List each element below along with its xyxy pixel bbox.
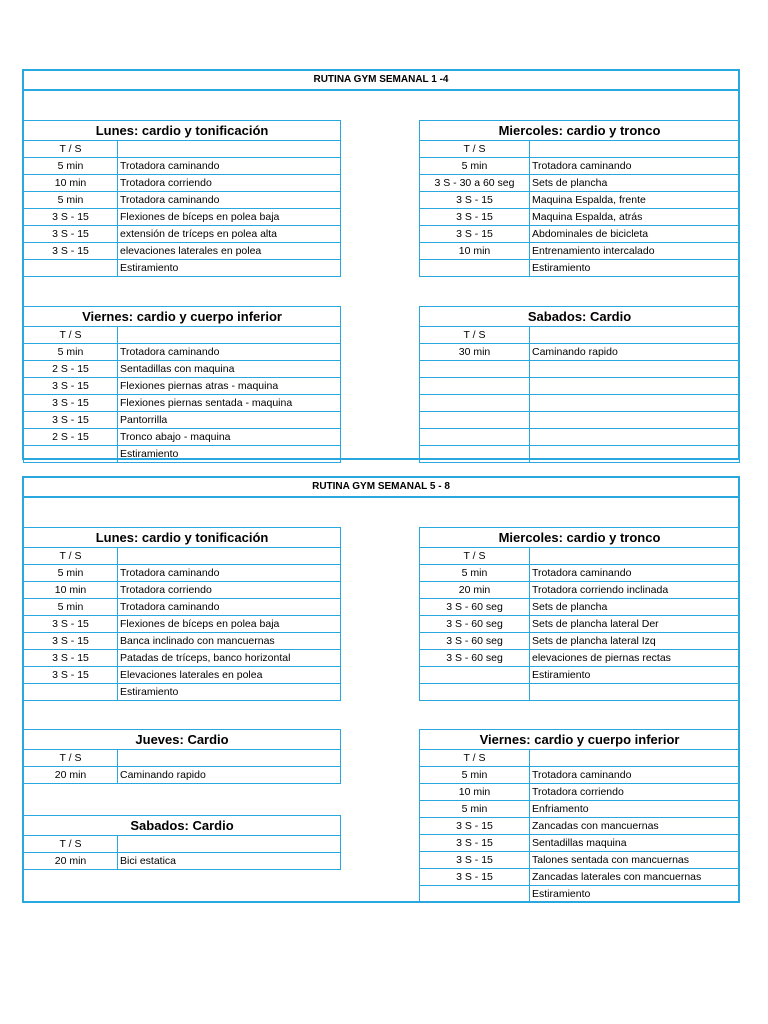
column-header: T / S [24, 141, 118, 158]
table-row: 3 S - 15 Maquina Espalda, frente [420, 192, 740, 209]
table-row: 5 min Trotadora caminando [24, 158, 341, 175]
table-row: 3 S - 15 Elevaciones laterales en polea [24, 667, 341, 684]
table-row: 3 S - 15 Patadas de tríceps, banco horizontal [24, 650, 341, 667]
table-lunes-1-4 [23, 120, 341, 277]
table-row: Estiramiento [24, 684, 341, 701]
table-row: 20 min Trotadora corriendo inclinada [420, 582, 740, 599]
day-title: Sabados: Cardio [24, 816, 341, 836]
table-row: 10 min Entrenamiento intercalado [420, 243, 740, 260]
table-row [420, 378, 740, 395]
table-row: 20 min Bici estatica [24, 853, 341, 870]
day-title: Sabados: Cardio [420, 307, 740, 327]
table-sabados-1-4 [419, 306, 740, 463]
table-row: Estiramiento [24, 260, 341, 277]
table-row: 3 S - 60 seg Sets de plancha [420, 599, 740, 616]
table-row: 5 min Trotadora caminando [420, 158, 740, 175]
table-row: 3 S - 60 seg elevaciones de piernas rectas [420, 650, 740, 667]
routine-title: RUTINA GYM SEMANAL 5 - 8 [24, 478, 738, 498]
table-jueves-5-8 [23, 729, 341, 784]
table-row: 2 S - 15 Tronco abajo - maquina [24, 429, 341, 446]
table-row [420, 412, 740, 429]
table-row: 3 S - 15 Zancadas con mancuernas [420, 818, 740, 835]
table-row: Estiramiento [420, 667, 740, 684]
day-title: Jueves: Cardio [24, 730, 341, 750]
column-header: T / S [24, 327, 118, 344]
column-header: T / S [420, 548, 530, 565]
table-row: 3 S - 15 elevaciones laterales en polea [24, 243, 341, 260]
table-row: 3 S - 15 Maquina Espalda, atrás [420, 209, 740, 226]
table-row: 5 min Trotadora caminando [24, 565, 341, 582]
table-row: 3 S - 15 Sentadillas maquina [420, 835, 740, 852]
table-row: 3 S - 60 seg Sets de plancha lateral Der [420, 616, 740, 633]
table-row [420, 429, 740, 446]
table-row: Estiramiento [420, 886, 740, 903]
table-row: 3 S - 15 Banca inclinado con mancuernas [24, 633, 341, 650]
column-header: T / S [420, 750, 530, 767]
column-header: T / S [24, 548, 118, 565]
table-row: 3 S - 15 Talones sentada con mancuernas [420, 852, 740, 869]
table-row: 5 min Trotadora caminando [24, 192, 341, 209]
table-row: 3 S - 15 extensión de tríceps en polea alta [24, 226, 341, 243]
table-row: 5 min Trotadora caminando [24, 599, 341, 616]
table-row [420, 684, 740, 701]
column-header: T / S [420, 327, 530, 344]
column-header: T / S [24, 836, 118, 853]
table-row: 5 min Trotadora caminando [24, 344, 341, 361]
routine-title: RUTINA GYM SEMANAL 1 -4 [24, 71, 738, 91]
day-title: Miercoles: cardio y tronco [420, 121, 740, 141]
table-row: 10 min Trotadora corriendo [420, 784, 740, 801]
table-row: 20 min Caminando rapido [24, 767, 341, 784]
table-row: Estiramiento [420, 260, 740, 277]
table-row [420, 361, 740, 378]
table-row [420, 395, 740, 412]
table-sabados-5-8 [23, 815, 341, 870]
table-row: 3 S - 15 Zancadas laterales con mancuernas [420, 869, 740, 886]
table-miercoles-5-8 [419, 527, 740, 701]
table-miercoles-1-4 [419, 120, 740, 277]
table-row: 30 min Caminando rapido [420, 344, 740, 361]
table-row: 3 S - 15 Pantorrilla [24, 412, 341, 429]
table-row: 3 S - 60 seg Sets de plancha lateral Izq [420, 633, 740, 650]
column-header: T / S [420, 141, 530, 158]
day-title: Viernes: cardio y cuerpo inferior [24, 307, 341, 327]
table-row: 5 min Trotadora caminando [420, 767, 740, 784]
table-row: 3 S - 15 Flexiones piernas sentada - maquina [24, 395, 341, 412]
table-row: Estiramiento [24, 446, 341, 463]
table-viernes-1-4 [23, 306, 341, 463]
day-title: Viernes: cardio y cuerpo inferior [420, 730, 740, 750]
table-row: 3 S - 30 a 60 seg Sets de plancha [420, 175, 740, 192]
table-viernes-5-8 [419, 729, 740, 903]
table-row: 10 min Trotadora corriendo [24, 175, 341, 192]
table-row: 3 S - 15 Flexiones de bíceps en polea baja [24, 209, 341, 226]
table-row [420, 446, 740, 463]
table-lunes-5-8 [23, 527, 341, 701]
table-row: 3 S - 15 Flexiones piernas atras - maquina [24, 378, 341, 395]
table-row: 5 min Enfriamento [420, 801, 740, 818]
table-row: 5 min Trotadora caminando [420, 565, 740, 582]
table-row: 3 S - 15 Flexiones de bíceps en polea baja [24, 616, 341, 633]
table-row: 10 min Trotadora corriendo [24, 582, 341, 599]
table-row: 2 S - 15 Sentadillas con maquina [24, 361, 341, 378]
day-title: Lunes: cardio y tonificación [24, 121, 341, 141]
day-title: Miercoles: cardio y tronco [420, 528, 740, 548]
day-title: Lunes: cardio y tonificación [24, 528, 341, 548]
table-row: 3 S - 15 Abdominales de bicicleta [420, 226, 740, 243]
column-header: T / S [24, 750, 118, 767]
